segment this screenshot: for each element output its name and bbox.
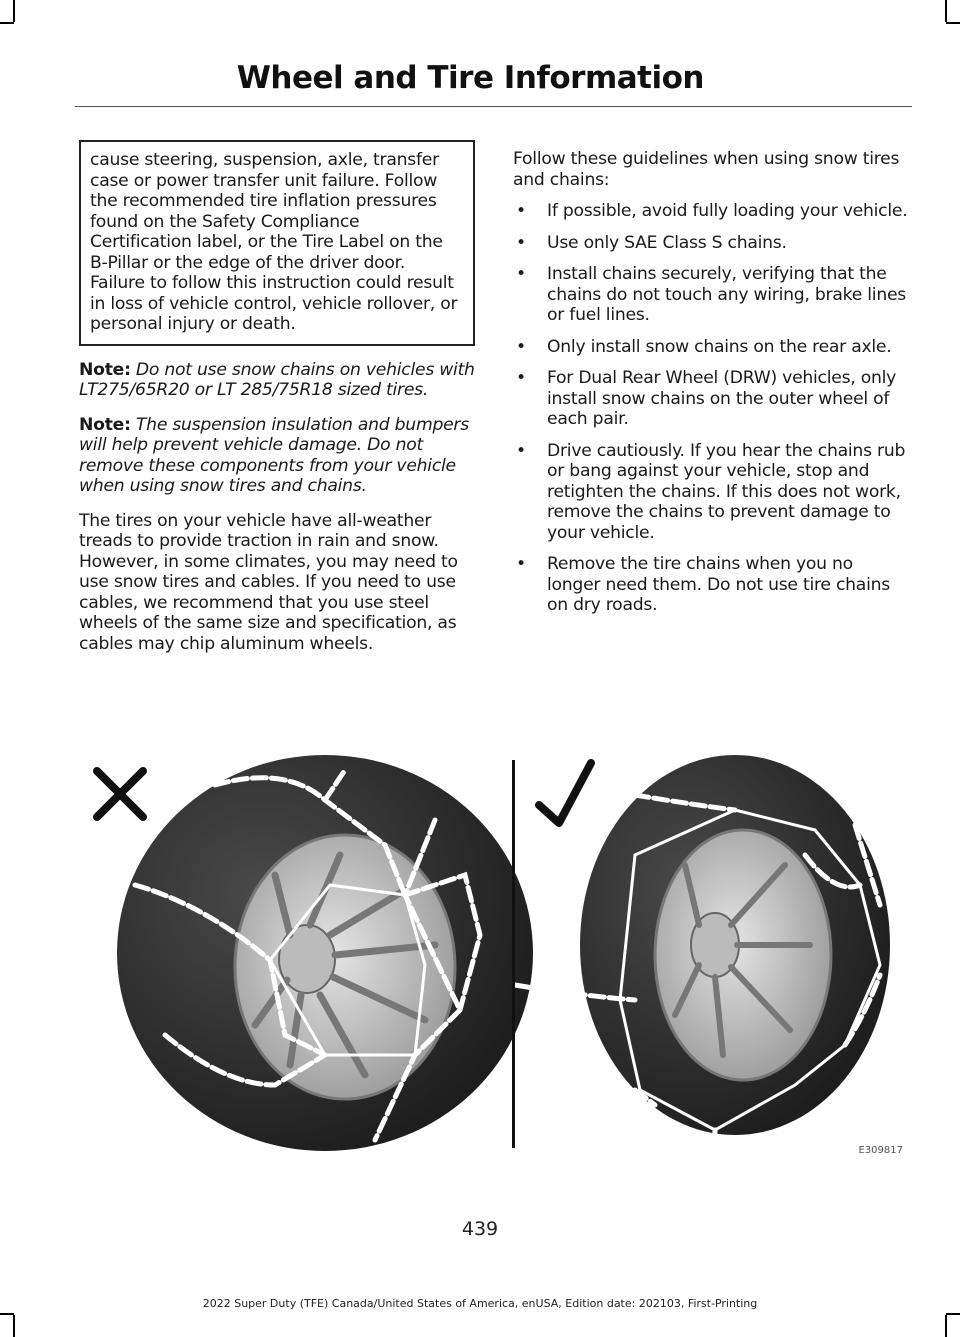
- page-footer: 2022 Super Duty (TFE) Canada/United States of America, enUSA, Edition date: 202103, First-Printing: [202, 1297, 758, 1310]
- snow-chain-figure: [75, 745, 915, 1160]
- correct-installation-illustration: [515, 755, 903, 1160]
- crop-mark: [945, 1315, 947, 1337]
- figure-divider: [512, 760, 515, 1148]
- list-item: [513, 233, 909, 254]
- crop-mark: [946, 22, 960, 24]
- list-item: [513, 337, 909, 358]
- list-item-text: For Dual Rear Wheel (DRW) vehicles, only install snow chains on the outer wheel of each pair.: [547, 368, 897, 429]
- checkmark-icon: [539, 763, 591, 823]
- list-item: [513, 441, 909, 544]
- bullet-marker: •: [516, 264, 526, 284]
- page-title: Wheel and Tire Information: [236, 60, 704, 96]
- crop-mark: [946, 1313, 960, 1315]
- warning-box: [79, 140, 475, 346]
- guidelines-intro: Follow these guidelines when using snow tires and chains:: [513, 149, 900, 190]
- warning-text: cause steering, suspension, axle, transfer case or power transfer unit failure. Follow the recommended tire inflation pressures found on the Safety Compliance Certification label, or the Tire Label on the B-Pillar or the edge of the driver door. Failure to follow this instruction could result in loss of vehicle control, vehicle rollover, or personal injury or death.: [90, 150, 458, 334]
- body-paragraph: The tires on your vehicle have all-weather treads to provide traction in rain and snow. However, in some climates, you may need to use snow tires and cables. If you need to use cables, we recommend that you use steel wheels of the same size and specification, as cables may chip aluminum wheels.: [79, 510, 458, 654]
- bullet-marker: •: [516, 440, 526, 461]
- note-snow-chains: [79, 360, 475, 401]
- list-item: [513, 264, 909, 326]
- wheel-rim: [655, 830, 831, 1080]
- list-item-text: Only install snow chains on the rear axle.: [547, 336, 892, 357]
- x-mark-icon: [97, 771, 143, 817]
- list-item-text: Use only SAE Class S chains.: [547, 232, 787, 253]
- crop-mark: [0, 1313, 14, 1315]
- list-item: [513, 368, 909, 430]
- crop-mark: [13, 1315, 15, 1337]
- crop-mark: [13, 0, 15, 22]
- note-label: Note:: [79, 414, 131, 435]
- guidelines-list: [513, 201, 909, 616]
- note-suspension: [79, 415, 475, 497]
- left-column: [79, 140, 475, 654]
- wheel-rim: [235, 835, 455, 1099]
- list-item-text: Drive cautiously. If you hear the chains rub or bang against your vehicle, stop and retighten the chains. If this does not work, remove the chains to prevent damage to your vehicle.: [547, 440, 906, 543]
- bullet-marker: •: [516, 368, 526, 388]
- right-column: [513, 149, 909, 627]
- list-item-text: If possible, avoid fully loading your vehicle.: [547, 201, 908, 221]
- list-item: [513, 201, 909, 222]
- incorrect-installation-illustration: [97, 755, 533, 1151]
- crop-mark: [945, 0, 947, 22]
- bullet-marker: •: [516, 232, 526, 253]
- crop-mark: [0, 22, 14, 24]
- bullet-marker: •: [516, 201, 526, 221]
- figure-code: E309817: [858, 1145, 903, 1156]
- bullet-marker: •: [516, 554, 526, 574]
- list-item: [513, 554, 909, 616]
- bullet-marker: •: [516, 336, 526, 357]
- note-text: Do not use snow chains on vehicles with LT275/65R20 or LT 285/75R18 sized tires.: [79, 359, 475, 400]
- header-rule: [75, 106, 912, 107]
- note-label: Note:: [79, 359, 131, 380]
- list-item-text: Remove the tire chains when you no longer need them. Do not use tire chains on dry roads.: [547, 554, 890, 615]
- list-item-text: Install chains securely, verifying that the chains do not touch any wiring, brake lines or fuel lines.: [547, 264, 906, 325]
- page-number: 439: [461, 1218, 499, 1240]
- note-text: The suspension insulation and bumpers will help prevent vehicle damage. Do not remove these components from your vehicle when using snow tires and chains.: [79, 414, 469, 496]
